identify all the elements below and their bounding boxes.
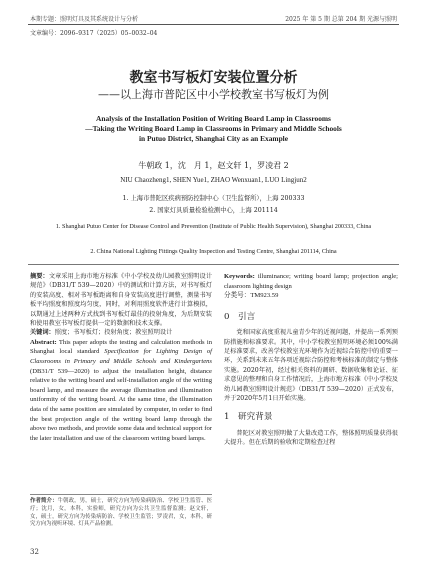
abstract-en-standard-title: Specification for Lighting Design of Classrooms in Primary and Middle Schools and Kindergartens bbox=[30, 348, 212, 366]
abstract-zh-label: 摘要： bbox=[30, 273, 49, 280]
keywords-zh bbox=[30, 328, 212, 337]
classification-number: 分类号：TM923.59 bbox=[224, 292, 279, 300]
section-body-introduction: 党和国家高度重视儿童青少年的近视问题，并提出一系列预防措施和标准要求。其中，中小学校教室照明环境必须100%满足标准要求，改善学校教室光环境作为近视综合防控中的重要一环，关系到未来五年各项近视综合防控和考核标准的制定与整体实施。2020年初，经过相关资料的调研、数据收集和论证、征求意见的整理和自身工作情况后，上海市地方标准《中小学校及幼儿园教室照明设计规范》（DB31/T 539—2020）正式发布，并于2020年5月1日开始实施。 bbox=[224, 329, 398, 403]
body-column bbox=[224, 272, 398, 448]
running-header-left: 本期专题：照明灯具及其系统设计与分析 bbox=[30, 16, 139, 23]
article-title-zh: 教室书写板灯安装位置分析 bbox=[129, 70, 298, 86]
abstract-column bbox=[30, 272, 212, 443]
authors-zh: 牛朝政 1，沈 月 1，赵文轩 1，罗凌君 2 bbox=[138, 161, 289, 170]
footnote-text: 牛朝政，男，硕士，研究方向为传染病防治、学校卫生监管、医疗；沈月，女，本科，实验师，研究方向为公共卫生监督监测；赵文轩，女，硕士，研究方向为传染病防治、学校卫生监管；罗凌君，女，本科，研究方向为视听环境、灯具产品检测。 bbox=[30, 498, 212, 528]
section-divider bbox=[28, 264, 399, 265]
title-en-line: —Taking the Writing Board Lamp in Classrooms in Primary and Middle Schools bbox=[85, 124, 342, 133]
abstract-en bbox=[30, 338, 212, 444]
authors-en: NIU Chaozheng1, SHEN Yue1, ZHAO Wenxuan1, LUO Lingjun2 bbox=[120, 176, 307, 184]
affiliation-zh-2: 2. 国家灯具质量检验检测中心，上海 201114 bbox=[149, 207, 278, 214]
article-number: 文章编号：2096–9317（2025）05–0032–04 bbox=[30, 30, 158, 37]
section-body-background: 普陀区对教室照明做了大量改造工作，整体照明质量获得很大提升。但在后期的验收和定期检查过程 bbox=[224, 429, 398, 447]
article-title-en bbox=[40, 114, 387, 144]
keywords-en-text: illuminance; writing board lamp; projection angle; classroom lighting design bbox=[224, 273, 398, 290]
abstract-zh bbox=[30, 272, 212, 328]
keywords-en bbox=[224, 272, 398, 291]
title-en-line: in Putuo District, Shanghai City as an Example bbox=[138, 134, 289, 143]
abstract-en-label: Abstract: bbox=[30, 338, 57, 346]
running-header-right: 2025 年 第 5 期 总第 204 期 光源与照明 bbox=[285, 16, 397, 23]
article-subtitle-zh: ——以上海市普陀区中小学校教室书写板灯为例 bbox=[98, 88, 329, 101]
keywords-zh-text: 照度；书写板灯；投射角度；教室照明设计 bbox=[54, 329, 173, 337]
author-footnote bbox=[30, 498, 212, 529]
affiliation-zh-1: 1. 上海市普陀区疾病预防控制中心（卫生监督所），上海 200333 bbox=[122, 195, 305, 202]
keywords-zh-label: 关键词： bbox=[30, 329, 55, 337]
abstract-zh-text: 文章采用上海市地方标准《中小学校及幼儿园教室照明设计规范》（DB31/T 539—2020）中的测试和计算方法，对书写板灯的安装高度、相对书写板距离和自身安装高度进行调整，测量书写板平均照度和照度均匀度，同时，对利用照度软件进行计算模拟，以期通过上述两种方式找到书写板灯最佳的投射角度，为后期安装和使用教室书写板灯提供一定的数据和技术支撑。 bbox=[30, 273, 213, 328]
page-number: 32 bbox=[30, 548, 39, 556]
section-heading-introduction: 0 引言 bbox=[224, 311, 256, 322]
header-rule bbox=[28, 24, 399, 25]
section-heading-background: 1 研究背景 bbox=[224, 412, 273, 423]
footnote-label: 作者简介： bbox=[30, 498, 58, 504]
title-en-line: Analysis of the Installation Position of Writing Board Lamp in Classrooms bbox=[96, 114, 331, 123]
abstract-en-rest: (DB31/T 539—2020) to adjust the installation height, distance relative to the writing board and self-installation angle of the writing board lamp, and measure the average illumination and illumination uniformity of the writing board. At the same time, the illumination data of the same position are simulated by computer, in order to find the best projection angle of the writing board lamp through the above two methods, and provide some data and technical support for the later installation and use of the classroom writing board lamps. bbox=[30, 367, 212, 442]
affiliation-en-1: 1. Shanghai Putuo Center for Disease Control and Prevention (Institute of Public Health Supervision), Shanghai 200333, China bbox=[55, 223, 372, 230]
abstract-en-text: This paper adopts the testing and calculation methods in Shanghai local standard bbox=[30, 338, 213, 356]
affiliation-en-2: 2. China National Lighting Fittings Quality Inspection and Testing Centre, Shanghai 201114, China bbox=[90, 248, 337, 255]
keywords-en-label: Keywords: bbox=[224, 273, 255, 280]
footnote-rule bbox=[30, 494, 212, 495]
